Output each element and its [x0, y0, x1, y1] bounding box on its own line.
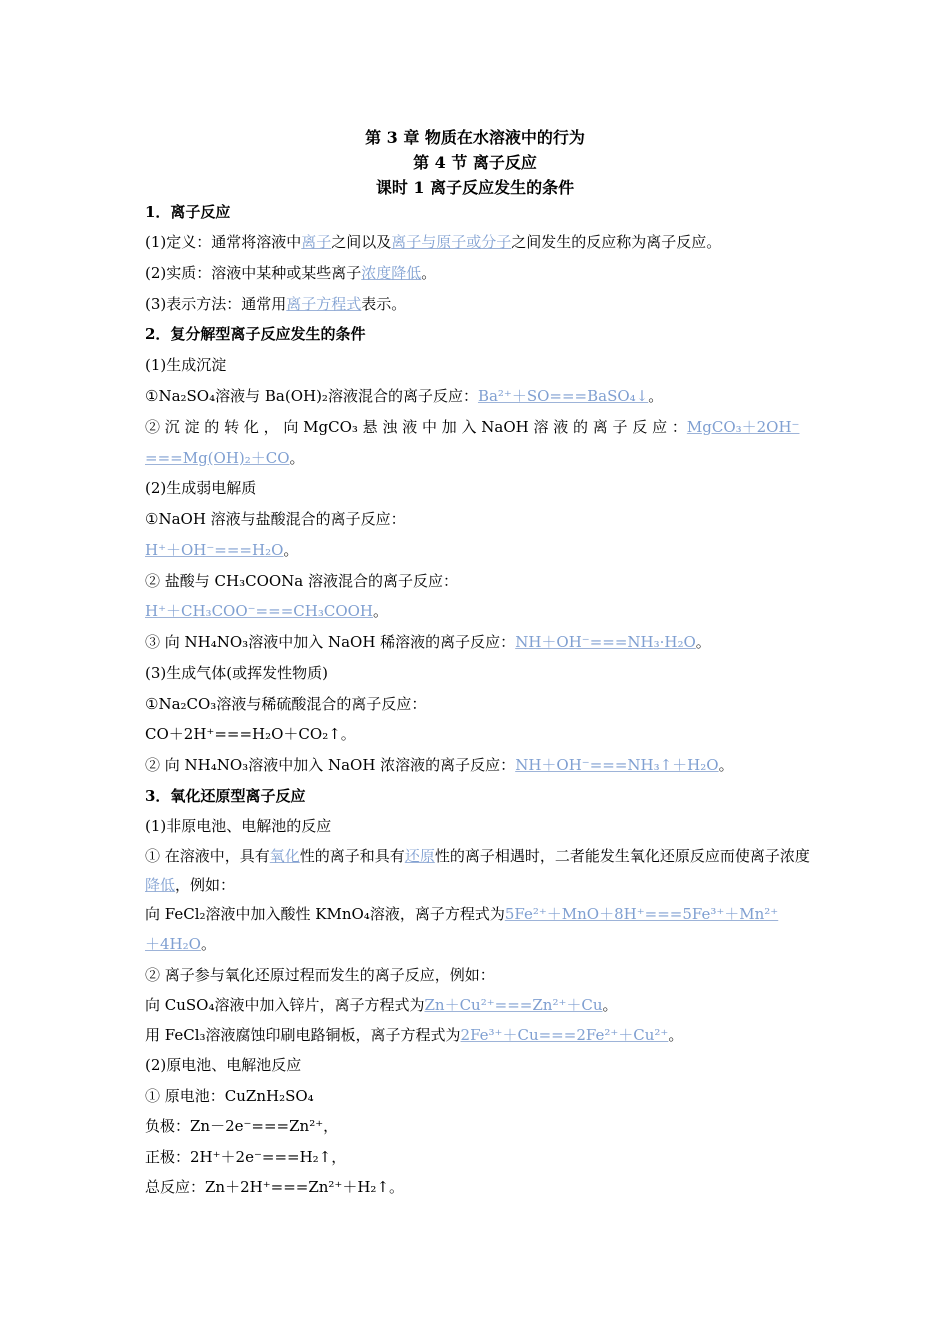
punctuation: 。	[668, 1026, 684, 1044]
question-text: ② 向 NH₄NO₃溶液中加入 NaOH 浓溶液的离子反应：	[145, 756, 516, 774]
subsection-cell: (2)原电池、电解池反应	[145, 1056, 302, 1074]
section-title: 第 4 节 离子反应	[413, 153, 537, 172]
gas-example-1: ①Na₂CO₃溶液与稀硫酸混合的离子反应：	[145, 695, 427, 713]
answer-blank: 离子方程式	[286, 295, 362, 313]
galvanic-cell: ① 原电池：CuZnH₂SO₄	[145, 1087, 314, 1105]
answer-blank: 离子	[301, 233, 332, 251]
punctuation: 。	[283, 541, 299, 559]
question-text: 用 FeCl₃溶液腐蚀印刷电路铜板，离子方程式为	[145, 1026, 461, 1044]
definition-text: (1)定义：通常将溶液中	[145, 233, 302, 251]
answer-blank: Ba²⁺＋SO===BaSO₄↓	[477, 387, 649, 405]
subsection-gas: (3)生成气体(或挥发性物质)	[145, 664, 328, 682]
answer-blank: 还原	[404, 847, 435, 865]
punctuation: 。	[648, 387, 664, 405]
gas-example-2	[145, 754, 810, 776]
answer-blank: NH＋OH⁻===NH₃·H₂O	[515, 633, 696, 651]
description-text: 性的离子和具有	[299, 847, 405, 865]
punctuation: 。	[373, 602, 389, 620]
answer-blank: 浓度降低	[361, 264, 422, 282]
weak-electrolyte-answer-1	[145, 539, 810, 561]
answer-blank: ===Mg(OH)₂＋CO	[145, 449, 290, 467]
lesson-title: 课时 1 离子反应发生的条件	[375, 178, 575, 197]
description-text: 性的离子相遇时，二者能发生氧化还原反应而使离子浓度	[434, 847, 810, 865]
essence-text: (2)实质：溶液中某种或某些离子	[145, 264, 362, 282]
punctuation: 。	[200, 935, 216, 953]
positive-electrode: 正极：2H⁺＋2e⁻===H₂↑，	[145, 1148, 347, 1166]
question-text: 向 FeCl₂溶液中加入酸性 KMnO₄溶液，离子方程式为	[145, 905, 505, 923]
redox-example-fecl3	[145, 1024, 810, 1046]
redox-description	[145, 842, 810, 900]
question-text: ② 沉 淀 的 转 化 ， 向 MgCO₃ 悬 浊 液 中 加 入 NaOH 溶 液 的 离 子 反 应 ：	[145, 418, 687, 436]
definition-text: 之间以及	[331, 233, 392, 251]
precipitate-example-2-cont	[145, 447, 810, 469]
redox-example-cuso4	[145, 994, 810, 1016]
method-line	[145, 293, 810, 315]
answer-blank: 离子与原子或分子	[391, 233, 512, 251]
answer-blank: 氧化	[269, 847, 300, 865]
section-3-heading: 3．氧化还原型离子反应	[145, 787, 306, 805]
section-2-heading: 2．复分解型离子反应发生的条件	[145, 325, 366, 343]
question-text: ①Na₂SO₄溶液与 Ba(OH)₂溶液混合的离子反应：	[145, 387, 478, 405]
description-text: ① 在溶液中，具有	[145, 847, 270, 865]
redox-participation: ② 离子参与氧化还原过程而发生的离子反应，例如：	[145, 966, 495, 984]
definition-text: 之间发生的反应称为离子反应。	[511, 233, 722, 251]
section-1-heading: 1．离子反应	[145, 203, 231, 221]
weak-electrolyte-example-3	[145, 631, 810, 653]
description-text: ，例如：	[175, 876, 236, 894]
method-text: (3)表示方法：通常用	[145, 295, 287, 313]
answer-blank: 降低	[145, 876, 176, 894]
total-reaction: 总反应：Zn＋2H⁺===Zn²⁺＋H₂↑。	[145, 1178, 405, 1196]
answer-blank: Zn＋Cu²⁺===Zn²⁺＋Cu	[424, 996, 603, 1014]
answer-blank: NH＋OH⁻===NH₃↑＋H₂O	[515, 756, 719, 774]
negative-electrode: 负极：Zn－2e⁻===Zn²⁺，	[145, 1117, 339, 1135]
subsection-non-cell: (1)非原电池、电解池的反应	[145, 817, 332, 835]
weak-electrolyte-example-1: ①NaOH 溶液与盐酸混合的离子反应：	[145, 510, 406, 528]
question-text: 向 CuSO₄溶液中加入锌片，离子方程式为	[145, 996, 425, 1014]
answer-blank: 2Fe³⁺＋Cu===2Fe²⁺＋Cu²⁺	[460, 1026, 669, 1044]
answer-blank: H⁺＋OH⁻===H₂O	[145, 541, 284, 559]
answer-blank: 5Fe²⁺＋MnO＋8H⁺===5Fe³⁺＋Mn²⁺	[504, 905, 779, 923]
punctuation: 。	[695, 633, 711, 651]
essence-line	[145, 262, 810, 284]
subsection-precipitate: (1)生成沉淀	[145, 356, 227, 374]
precipitate-example-1	[145, 385, 810, 407]
redox-example-fecl2	[145, 903, 810, 925]
question-text: ③ 向 NH₄NO₃溶液中加入 NaOH 稀溶液的离子反应：	[145, 633, 516, 651]
punctuation: 。	[289, 449, 305, 467]
weak-electrolyte-example-2: ② 盐酸与 CH₃COONa 溶液混合的离子反应：	[145, 572, 459, 590]
precipitate-example-2	[145, 416, 810, 438]
answer-blank: H⁺＋CH₃COO⁻===CH₃COOH	[145, 602, 373, 620]
essence-text: 。	[421, 264, 437, 282]
subsection-weak-electrolyte: (2)生成弱电解质	[145, 479, 257, 497]
answer-blank: ＋4H₂O	[145, 935, 201, 953]
weak-electrolyte-answer-2	[145, 600, 810, 622]
answer-blank: MgCO₃＋2OH⁻	[686, 418, 800, 436]
chapter-title: 第 3 章 物质在水溶液中的行为	[365, 128, 585, 147]
redox-example-fecl2-cont	[145, 933, 810, 955]
gas-equation-1: CO＋2H⁺===H₂O＋CO₂↑。	[145, 725, 356, 743]
method-text: 表示。	[361, 295, 407, 313]
definition-line	[145, 231, 810, 253]
punctuation: 。	[718, 756, 734, 774]
punctuation: 。	[602, 996, 618, 1014]
